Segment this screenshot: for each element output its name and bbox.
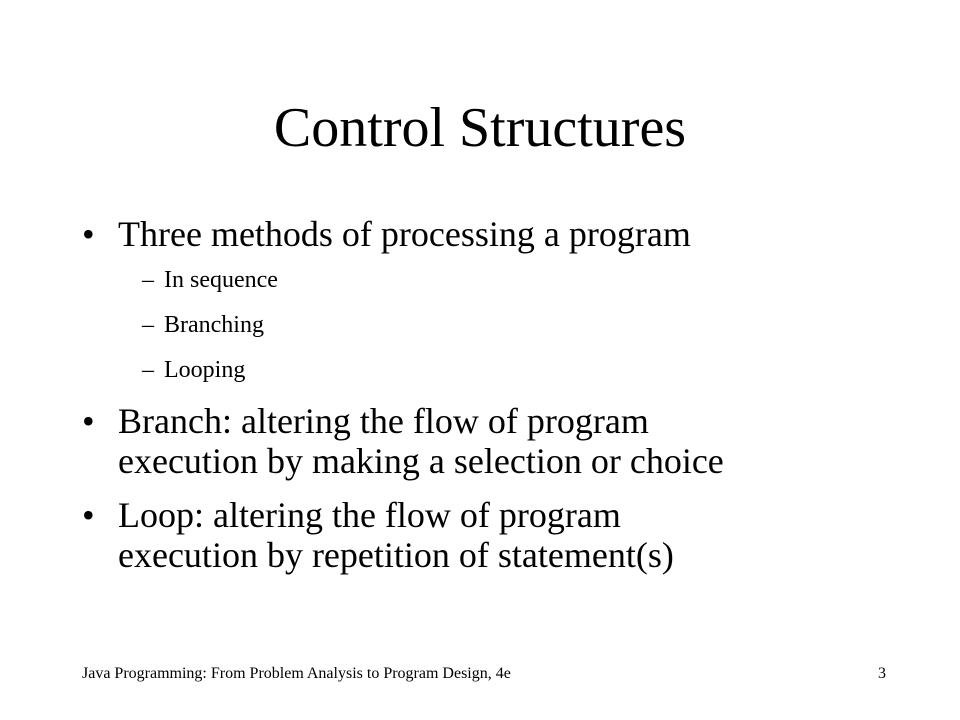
slide-title: Control Structures	[273, 97, 687, 159]
bullet-mark: •	[82, 214, 95, 254]
bullet-item	[82, 495, 932, 575]
bullet-line: execution by repetition of statement(s)	[118, 535, 674, 575]
bullet-line: Branch: altering the flow of program	[118, 401, 649, 441]
sub-item-text: In sequence	[164, 267, 278, 293]
slide-body	[82, 214, 932, 575]
dash-mark: –	[142, 357, 154, 383]
bullet-text: Three methods of processing a program	[118, 214, 691, 254]
footer-course: Java Programming: From Problem Analysis to Program Design, 4e	[82, 665, 511, 682]
bullet-item	[82, 401, 932, 481]
bullet-item	[82, 214, 932, 254]
bullet-mark: •	[82, 495, 95, 535]
dash-mark: –	[142, 267, 154, 293]
bullet-mark: •	[82, 401, 95, 441]
sub-item	[82, 311, 932, 339]
sub-item	[82, 266, 932, 294]
bullet-line: execution by making a selection or choice	[118, 441, 724, 481]
bullet-line: Loop: altering the flow of program	[118, 495, 621, 535]
sub-item	[82, 356, 932, 384]
sub-item-text: Looping	[164, 357, 246, 383]
dash-mark: –	[142, 312, 154, 338]
footer-page-number: 3	[878, 665, 886, 682]
sub-item-text: Branching	[164, 312, 264, 338]
